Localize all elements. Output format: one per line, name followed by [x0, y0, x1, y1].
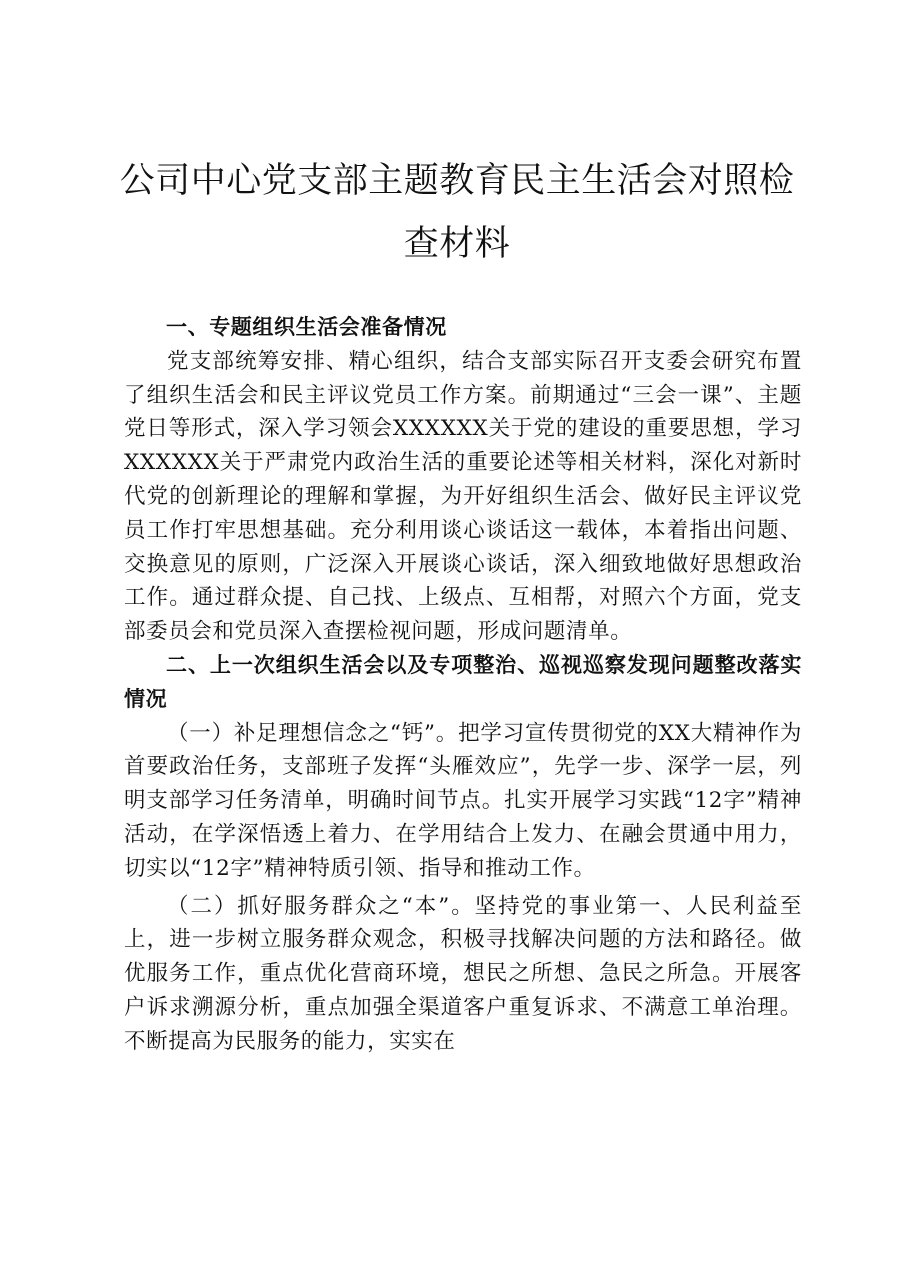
document-title: 公司中心党支部主题教育民主生活会对照检查材料: [119, 161, 795, 264]
section-heading: 二、上一次组织生活会以及专项整治、巡视巡察发现问题整改落实情况: [124, 652, 802, 711]
document-body: [124, 311, 802, 1059]
body-paragraph: （一）补足理想信念之“钙”。把学习宣传贯彻党的XX大精神作为首要政治任务，支部班子发挥“头雁效应”，先学一步、深学一层，列明支部学习任务清单，明确时间节点。扎实开展学习实践“12字”精神活动，在学深悟透上着力、在学用结合上发力、在融会贯通中用力，切实以“12字”精神特质引领、指导和推动工作。: [124, 720, 802, 881]
section-rectification: [124, 649, 802, 1059]
section-preparation: [124, 311, 802, 649]
section-heading: 一、专题组织生活会准备情况: [166, 315, 447, 339]
body-paragraph: 党支部统筹安排、精心组织，结合支部实际召开支委会研究布置了组织生活会和民主评议党员工作方案。前期通过“三会一课”、主题党日等形式，深入学习领会XXXXXX关于党的建设的重要思想，学习XXXXXX关于严肃党内政治生活的重要论述等相关材料，深化对新时代党的创新理论的理解和掌握，为开好组织生活会、做好民主评议党员工作打牢思想基础。充分利用谈心谈话这一载体，本着指出问题、交换意见的原则，广泛深入开展谈心谈话，深入细致地做好思想政治工作。通过群众提、自己找、上级点、互相帮，对照六个方面，党支部委员会和党员深入查摆检视问题，形成问题清单。: [124, 348, 802, 645]
body-paragraph: （二）抓好服务群众之“本”。坚持党的事业第一、人民利益至上，进一步树立服务群众观念，积极寻找解决问题的方法和路径。做优服务工作，重点优化营商环境，想民之所想、急民之所急。开展客户诉求溯源分析，重点加强全渠道客户重复诉求、不满意工单治理。不断提高为民服务的能力，实实在: [124, 893, 802, 1054]
